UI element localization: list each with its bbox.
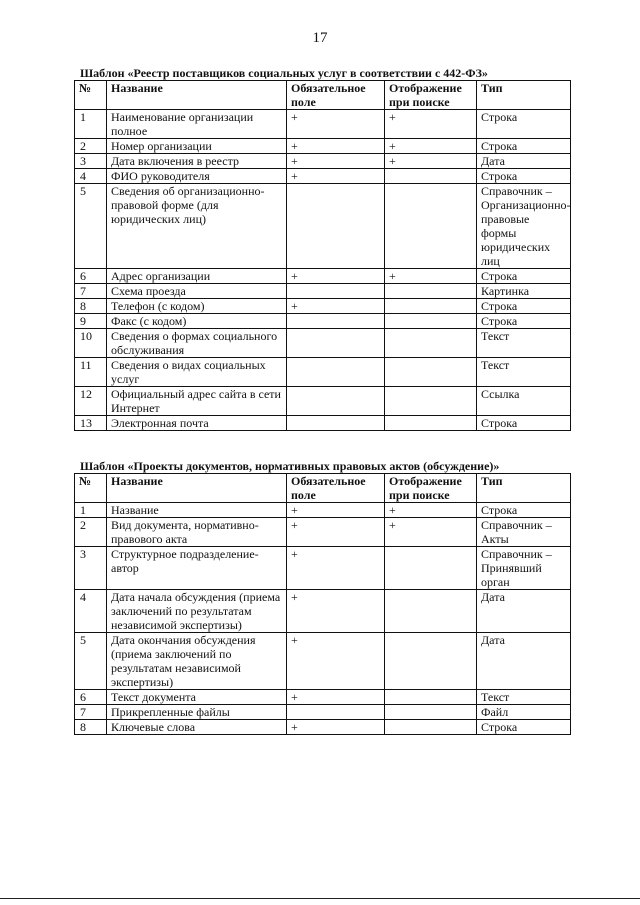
cell-num: 2 bbox=[75, 518, 107, 547]
cell-type: Картинка bbox=[477, 284, 571, 299]
cell-search-display bbox=[385, 720, 477, 735]
cell-name: Прикрепленные файлы bbox=[107, 705, 287, 720]
cell-required: + bbox=[287, 518, 385, 547]
cell-required: + bbox=[287, 690, 385, 705]
cell-search-display: + bbox=[385, 518, 477, 547]
cell-type: Справочник – Принявший орган bbox=[477, 547, 571, 590]
cell-required bbox=[287, 184, 385, 269]
cell-search-display bbox=[385, 633, 477, 690]
cell-name: Сведения об организационно-правовой форме (для юридических лиц) bbox=[107, 184, 287, 269]
table-row bbox=[75, 139, 571, 154]
cell-num: 1 bbox=[75, 503, 107, 518]
cell-search-display bbox=[385, 590, 477, 633]
cell-type: Строка bbox=[477, 139, 571, 154]
page-number: 17 bbox=[312, 30, 328, 46]
cell-required: + bbox=[287, 503, 385, 518]
cell-required bbox=[287, 284, 385, 299]
cell-type: Текст bbox=[477, 329, 571, 358]
cell-type: Справочник – Акты bbox=[477, 518, 571, 547]
table-section-1 bbox=[74, 66, 570, 431]
cell-type: Текст bbox=[477, 358, 571, 387]
cell-name: Дата включения в реестр bbox=[107, 154, 287, 169]
cell-search-display bbox=[385, 284, 477, 299]
table-header-row bbox=[75, 81, 571, 110]
cell-search-display bbox=[385, 169, 477, 184]
table-row bbox=[75, 690, 571, 705]
cell-type: Текст bbox=[477, 690, 571, 705]
cell-type: Строка bbox=[477, 269, 571, 284]
cell-search-display: + bbox=[385, 269, 477, 284]
table-header-row bbox=[75, 474, 571, 503]
cell-search-display bbox=[385, 690, 477, 705]
cell-search-display bbox=[385, 329, 477, 358]
table-title: Шаблон «Проекты документов, нормативных правовых актов (обсуждение)» bbox=[80, 459, 500, 473]
cell-name: Название bbox=[107, 503, 287, 518]
cell-num: 7 bbox=[75, 284, 107, 299]
table-row bbox=[75, 154, 571, 169]
cell-num: 10 bbox=[75, 329, 107, 358]
cell-num: 4 bbox=[75, 590, 107, 633]
cell-type: Строка bbox=[477, 416, 571, 431]
cell-num: 5 bbox=[75, 633, 107, 690]
cell-name: Электронная почта bbox=[107, 416, 287, 431]
cell-num: 11 bbox=[75, 358, 107, 387]
cell-num: 3 bbox=[75, 547, 107, 590]
table-row bbox=[75, 314, 571, 329]
table-row bbox=[75, 110, 571, 139]
cell-required bbox=[287, 705, 385, 720]
table-row bbox=[75, 518, 571, 547]
cell-search-display bbox=[385, 705, 477, 720]
cell-required: + bbox=[287, 269, 385, 284]
draft-documents-table bbox=[74, 473, 571, 735]
cell-type: Дата bbox=[477, 633, 571, 690]
table-row bbox=[75, 169, 571, 184]
table-row bbox=[75, 269, 571, 284]
table-title: Шаблон «Реестр поставщиков социальных услуг в соответствии с 442-ФЗ» bbox=[80, 66, 488, 80]
table-row bbox=[75, 720, 571, 735]
cell-name: Структурное подразделение-автор bbox=[107, 547, 287, 590]
cell-name: Ключевые слова bbox=[107, 720, 287, 735]
providers-registry-table bbox=[74, 80, 571, 431]
cell-type: Дата bbox=[477, 154, 571, 169]
header-required: Обязательное поле bbox=[287, 474, 385, 503]
cell-type: Дата bbox=[477, 590, 571, 633]
cell-num: 2 bbox=[75, 139, 107, 154]
table-row bbox=[75, 547, 571, 590]
cell-required: + bbox=[287, 299, 385, 314]
header-required: Обязательное поле bbox=[287, 81, 385, 110]
cell-name: Адрес организации bbox=[107, 269, 287, 284]
cell-num: 4 bbox=[75, 169, 107, 184]
cell-search-display bbox=[385, 299, 477, 314]
cell-num: 6 bbox=[75, 269, 107, 284]
cell-search-display: + bbox=[385, 110, 477, 139]
cell-name: Официальный адрес сайта в сети Интернет bbox=[107, 387, 287, 416]
cell-name: Номер организации bbox=[107, 139, 287, 154]
cell-num: 12 bbox=[75, 387, 107, 416]
header-num: № bbox=[75, 81, 107, 110]
table-row bbox=[75, 358, 571, 387]
page-bottom-rule bbox=[0, 898, 640, 899]
cell-num: 7 bbox=[75, 705, 107, 720]
cell-search-display: + bbox=[385, 154, 477, 169]
cell-name: Сведения о формах социального обслуживания bbox=[107, 329, 287, 358]
table-row bbox=[75, 184, 571, 269]
cell-name: ФИО руководителя bbox=[107, 169, 287, 184]
cell-num: 5 bbox=[75, 184, 107, 269]
cell-required: + bbox=[287, 169, 385, 184]
cell-required: + bbox=[287, 154, 385, 169]
table-row bbox=[75, 387, 571, 416]
header-num: № bbox=[75, 474, 107, 503]
cell-required: + bbox=[287, 110, 385, 139]
cell-search-display: + bbox=[385, 139, 477, 154]
header-name: Название bbox=[107, 81, 287, 110]
table-row bbox=[75, 284, 571, 299]
cell-required bbox=[287, 416, 385, 431]
table-row bbox=[75, 633, 571, 690]
cell-name: Наименование организации полное bbox=[107, 110, 287, 139]
header-search-display: Отображение при поиске bbox=[385, 474, 477, 503]
cell-type: Справочник – Организационно-правовые формы юридических лиц bbox=[477, 184, 571, 269]
cell-search-display bbox=[385, 358, 477, 387]
cell-required bbox=[287, 329, 385, 358]
cell-name: Схема проезда bbox=[107, 284, 287, 299]
table-row bbox=[75, 299, 571, 314]
cell-type: Строка bbox=[477, 299, 571, 314]
cell-type: Строка bbox=[477, 720, 571, 735]
cell-type: Строка bbox=[477, 169, 571, 184]
cell-search-display bbox=[385, 314, 477, 329]
table-row bbox=[75, 503, 571, 518]
header-name: Название bbox=[107, 474, 287, 503]
cell-name: Дата начала обсуждения (приема заключений по результатам независимой экспертизы) bbox=[107, 590, 287, 633]
cell-search-display bbox=[385, 184, 477, 269]
cell-search-display bbox=[385, 416, 477, 431]
cell-num: 13 bbox=[75, 416, 107, 431]
cell-num: 9 bbox=[75, 314, 107, 329]
cell-num: 6 bbox=[75, 690, 107, 705]
cell-name: Телефон (с кодом) bbox=[107, 299, 287, 314]
table-row bbox=[75, 416, 571, 431]
cell-required: + bbox=[287, 139, 385, 154]
header-type: Тип bbox=[477, 81, 571, 110]
table-section-2 bbox=[74, 459, 570, 735]
table-row bbox=[75, 705, 571, 720]
cell-search-display: + bbox=[385, 503, 477, 518]
cell-name: Сведения о видах социальных услуг bbox=[107, 358, 287, 387]
cell-required bbox=[287, 387, 385, 416]
table-row bbox=[75, 329, 571, 358]
cell-required: + bbox=[287, 590, 385, 633]
cell-type: Файл bbox=[477, 705, 571, 720]
table-row bbox=[75, 590, 571, 633]
cell-name: Вид документа, нормативно-правового акта bbox=[107, 518, 287, 547]
cell-required: + bbox=[287, 547, 385, 590]
cell-type: Ссылка bbox=[477, 387, 571, 416]
cell-required: + bbox=[287, 633, 385, 690]
cell-required bbox=[287, 314, 385, 329]
cell-name: Факс (с кодом) bbox=[107, 314, 287, 329]
cell-required bbox=[287, 358, 385, 387]
cell-type: Строка bbox=[477, 110, 571, 139]
header-search-display: Отображение при поиске bbox=[385, 81, 477, 110]
header-type: Тип bbox=[477, 474, 571, 503]
cell-num: 3 bbox=[75, 154, 107, 169]
cell-num: 8 bbox=[75, 720, 107, 735]
cell-num: 1 bbox=[75, 110, 107, 139]
cell-num: 8 bbox=[75, 299, 107, 314]
cell-name: Дата окончания обсуждения (приема заключений по результатам независимой экспертизы) bbox=[107, 633, 287, 690]
cell-type: Строка bbox=[477, 314, 571, 329]
cell-name: Текст документа bbox=[107, 690, 287, 705]
cell-search-display bbox=[385, 387, 477, 416]
cell-type: Строка bbox=[477, 503, 571, 518]
cell-required: + bbox=[287, 720, 385, 735]
cell-search-display bbox=[385, 547, 477, 590]
